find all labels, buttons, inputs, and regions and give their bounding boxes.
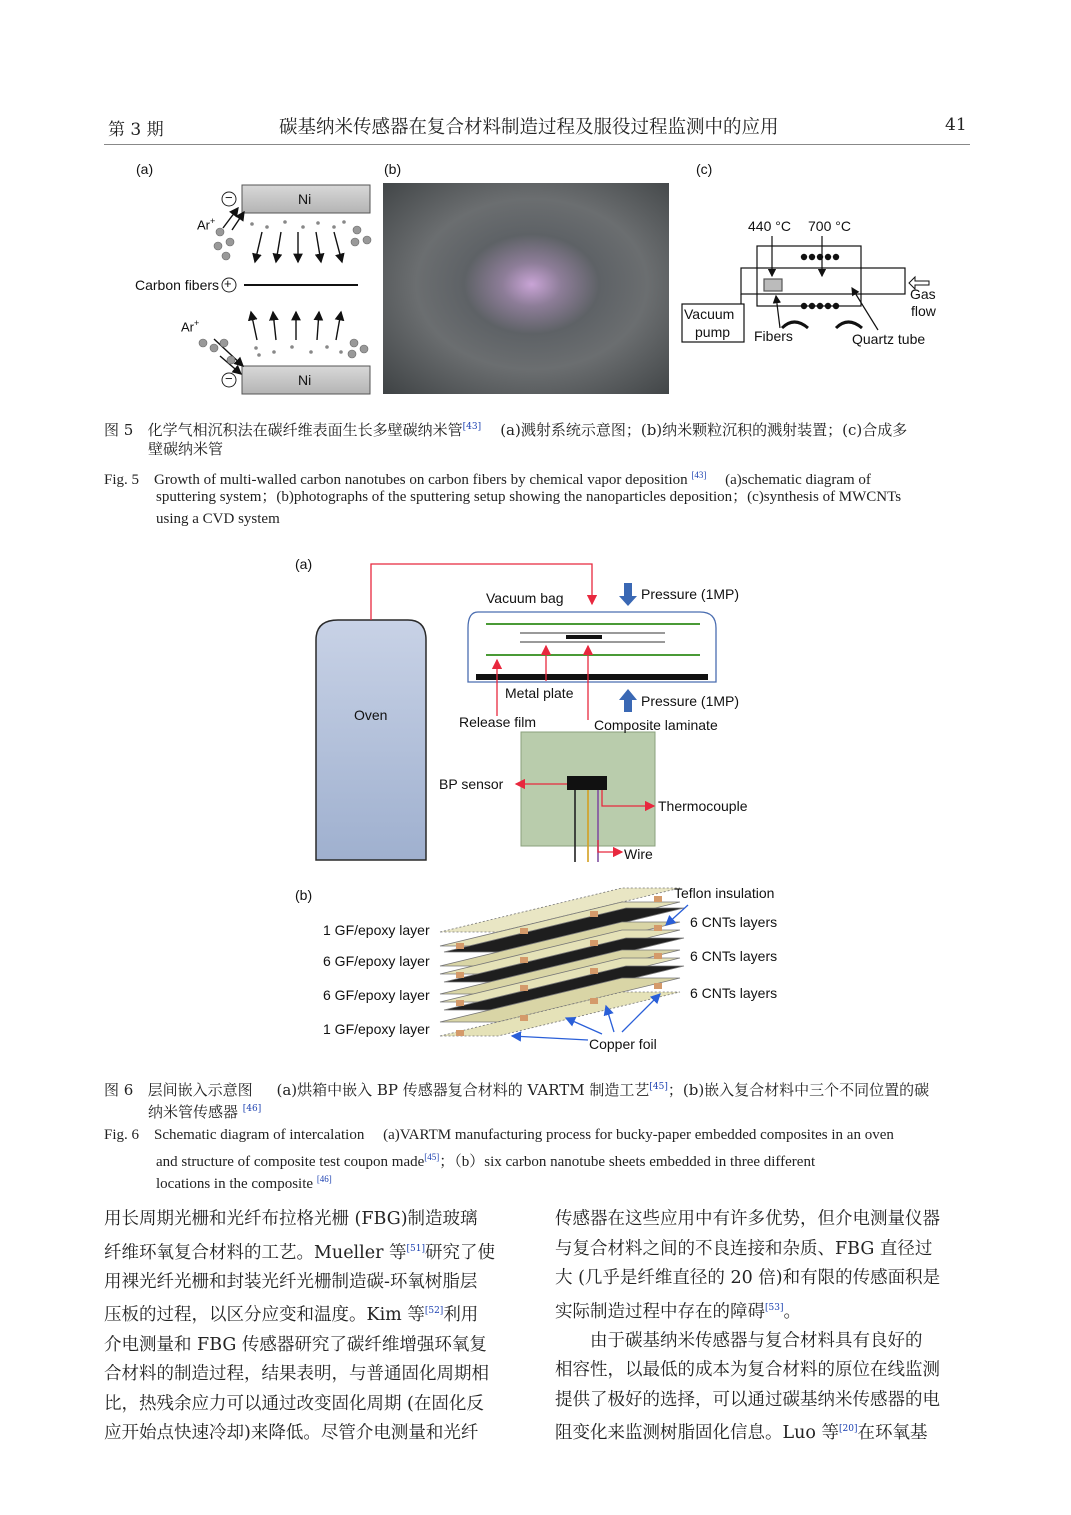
fig6-caption-cn: 图 6 层间嵌入示意图 (a)烘箱中嵌入 BP 传感器复合材料的 VARTM 制造工艺[45]；(b)嵌入复合材料中三个不同位置的碳 [104,1081,930,1099]
gf-layer-label-2: 6 GF/epoxy layer [323,953,430,969]
minus-sign-top: − [225,190,233,205]
body-line: 阻变化来监测树脂固化信息。Luo 等[20]在环氧基 [555,1423,928,1444]
gas-flow-label-2: flow [911,303,936,319]
body-line: 比，热残余应力可以通过改变固化周期 (在固化反 [104,1393,484,1414]
fig5-caption-cn-line2: 壁碳纳米管 [148,440,224,458]
body-line: 大 (几乎是纤维直径的 20 倍)和有限的传感面积是 [555,1268,941,1288]
fig5b-label: (b) [384,161,402,177]
vacuum-label-1: Vacuum [684,306,735,322]
fig5-caption-en: Fig. 5 Growth of multi-walled carbon nanotubes on carbon fibers by chemical vapor deposition [43] (a)schematic diagram of [104,470,871,488]
minus-sign-bottom: − [225,371,233,386]
body-line: 与复合材料之间的不良连接和杂质、FBG 直径过 [555,1238,933,1259]
body-right-column [555,1205,970,1449]
body-line: 用长周期光栅和光纤布拉格光栅 (FBG)制造玻璃 [104,1209,478,1229]
body-line: 由于碳基纳米传感器与复合材料具有良好的 [590,1330,923,1351]
body-line: 传感器在这些应用中有许多优势，但介电测量仪器 [555,1209,940,1229]
fig6b-schematic [440,888,688,1040]
citation-ref: [53] [765,1302,784,1313]
vacuum-bag-shape [468,612,716,682]
carbon-fibers-label: Carbon fibers [135,277,220,293]
body-line: 压板的过程，以区分应变和温度。Kim 等[52]利用 [104,1305,479,1326]
fig6-caption-cn-line2: 纳米管传感器 [46] [148,1103,262,1121]
vacuum-bag-label: Vacuum bag [486,590,564,606]
citation-ref: [51] [406,1243,426,1254]
gf-layer-label-3: 6 GF/epoxy layer [323,987,430,1003]
thermocouple-label: Thermocouple [658,798,748,814]
teflon-label: Teflon insulation [674,885,775,901]
sputtering-setup-photo [383,183,669,394]
issue-number: 第 3 期 [108,120,164,140]
oven-label: Oven [354,707,388,723]
cnt-layer-label-1: 6 CNTs layers [690,914,778,930]
body-line: 相容性，以最低的成本为复合材料的原位在线监测 [555,1360,940,1381]
citation-ref: [52] [424,1306,444,1317]
fiber-sample [764,279,782,291]
fig5-caption-en-line2: sputtering system；(b)photographs of the sputtering setup showing the nanoparticles deposition；(c)synthesis of MWCNTs [156,489,902,505]
bottom-ni-label: Ni [298,372,312,388]
cnt-layer-label-3: 6 CNTs layers [690,985,778,1001]
composite-laminate-label: Composite laminate [594,717,718,733]
body-line: 提供了极好的选择，可以通过碳基纳米传感器的电 [555,1389,940,1410]
copper-foil-label: Copper foil [589,1036,657,1052]
gas-flow-label-1: Gas [910,286,936,302]
fig6a-label: (a) [295,556,313,572]
gf-layer-label-1: 1 GF/epoxy layer [323,922,430,938]
plus-sign: + [224,276,232,291]
fig5a-label: (a) [136,161,154,177]
fig6b-label: (b) [295,887,313,903]
oven-shape [316,620,426,860]
cnt-layer-label-2: 6 CNTs layers [690,948,778,964]
body-line: 实际制造过程中存在的障碍[53]。 [555,1301,801,1322]
wire-label: Wire [624,846,653,862]
body-line: 合材料的制造过程，结果表明，与普通固化周期相 [104,1364,489,1385]
fig6-caption-en-line2: and structure of composite test coupon made[45]；（b）six carbon nanotube sheets embedded in three different [156,1152,816,1170]
ar-ion-bottom-label: Ar+ [181,318,200,335]
body-line: 应开始点快速冷却)来降低。尽管介电测量和光纤 [104,1423,479,1444]
fig6-caption-en-line3: locations in the composite [46] [156,1174,332,1192]
fig5c-label: (c) [696,161,713,177]
ar-ion-top-label: Ar+ [197,216,216,233]
page-number: 41 [945,115,967,135]
bp-sensor-shape [567,776,607,790]
quartz-tube-label: Quartz tube [852,331,926,347]
fig6-caption-en: Fig. 6 Schematic diagram of intercalation (a)VARTM manufacturing process for bucky-paper embedded composites in an oven [104,1127,894,1143]
gf-layer-label-4: 1 GF/epoxy layer [323,1021,430,1037]
release-film-label: Release film [459,714,537,730]
metal-plate-shape [476,674,708,680]
citation-ref: [20] [839,1424,858,1435]
fig5-caption-en-line3: using a CVD system [156,511,280,527]
bp-sensor-label: BP sensor [439,776,504,792]
pressure-top-label: Pressure (1MP) [641,586,740,602]
fig5-caption-cn: 图 5 化学气相沉积法在碳纤维表面生长多壁碳纳米管[43] (a)溅射系统示意图；(b)纳米颗粒沉积的溅射装置；(c)合成多 [104,421,908,439]
running-title: 碳基纳米传感器在复合材料制造过程及服役过程监测中的应用 [279,117,779,138]
metal-plate-label: Metal plate [505,685,574,701]
vacuum-label-2: pump [695,324,731,340]
body-left-column [104,1205,519,1449]
body-line: 用裸光纤光栅和封装光纤光栅制造碳-环氧树脂层 [104,1271,478,1292]
body-line: 纤维环氧复合材料的工艺。Mueller 等[51]研究了使 [104,1242,496,1263]
pressure-bottom-label: Pressure (1MP) [641,693,740,709]
body-line: 介电测量和 FBG 传感器研究了碳纤维增强环氧复 [104,1334,487,1355]
temp-700-label: 700 °C [808,218,851,234]
fibers-label: Fibers [754,328,793,344]
temp-440-label: 440 °C [748,218,791,234]
top-ni-label: Ni [298,191,312,207]
